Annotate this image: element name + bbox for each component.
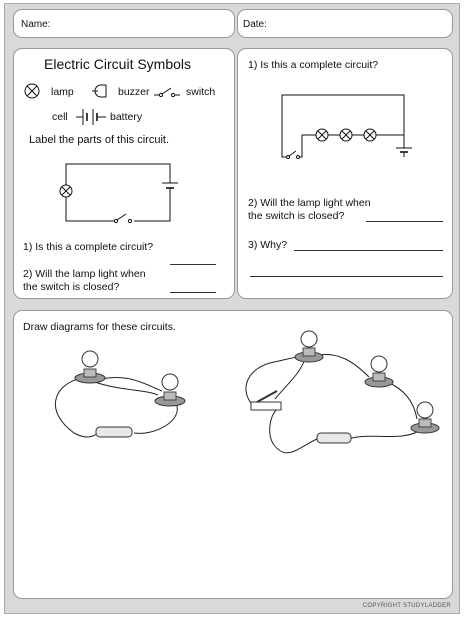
right-q3-answer-line-2[interactable]: [250, 276, 443, 277]
lamp-symbol-icon: [24, 83, 40, 99]
date-box[interactable]: [237, 9, 453, 38]
buzzer-label: buzzer: [118, 86, 150, 98]
right-question-panel: [237, 48, 453, 299]
name-box[interactable]: [13, 9, 235, 38]
right-q1: 1) Is this a complete circuit?: [248, 59, 379, 71]
right-q2-line1: 2) Will the lamp light when: [248, 197, 371, 209]
date-label: Date:: [243, 19, 267, 30]
worksheet-page: [4, 3, 460, 614]
switch-label: switch: [186, 86, 216, 98]
battery-label: battery: [110, 111, 143, 123]
battery-symbol-icon: [76, 107, 106, 127]
circuit-diagram: [54, 159, 184, 229]
label-instruction: Label the parts of this circuit.: [29, 134, 170, 146]
buzzer-symbol-icon: [92, 84, 108, 98]
switch-symbol-icon: [154, 85, 180, 99]
left-q2-answer-line[interactable]: [170, 292, 216, 293]
right-q3-answer-line-1[interactable]: [294, 250, 443, 251]
circuit-photo-2: [229, 327, 444, 462]
series-circuit-diagram: [278, 93, 418, 163]
right-q3: 3) Why?: [248, 239, 288, 251]
right-q2-line2: the switch is closed?: [248, 210, 345, 222]
symbols-title: Electric Circuit Symbols: [44, 56, 192, 72]
left-q2-line2: the switch is closed?: [23, 281, 120, 293]
name-label: Name:: [21, 19, 51, 30]
copyright-text: COPYRIGHT STUDYLADDER: [362, 603, 451, 609]
draw-panel: [13, 310, 453, 599]
symbols-panel: [13, 48, 235, 299]
left-q1: 1) Is this a complete circuit?: [23, 241, 154, 253]
draw-instruction: Draw diagrams for these circuits.: [23, 321, 176, 333]
circuit-photo-1: [34, 331, 194, 441]
cell-label: cell: [52, 111, 68, 123]
lamp-label: lamp: [51, 86, 74, 98]
left-q2-line1: 2) Will the lamp light when: [23, 268, 146, 280]
right-q2-answer-line[interactable]: [366, 221, 443, 222]
left-q1-answer-line[interactable]: [170, 264, 216, 265]
